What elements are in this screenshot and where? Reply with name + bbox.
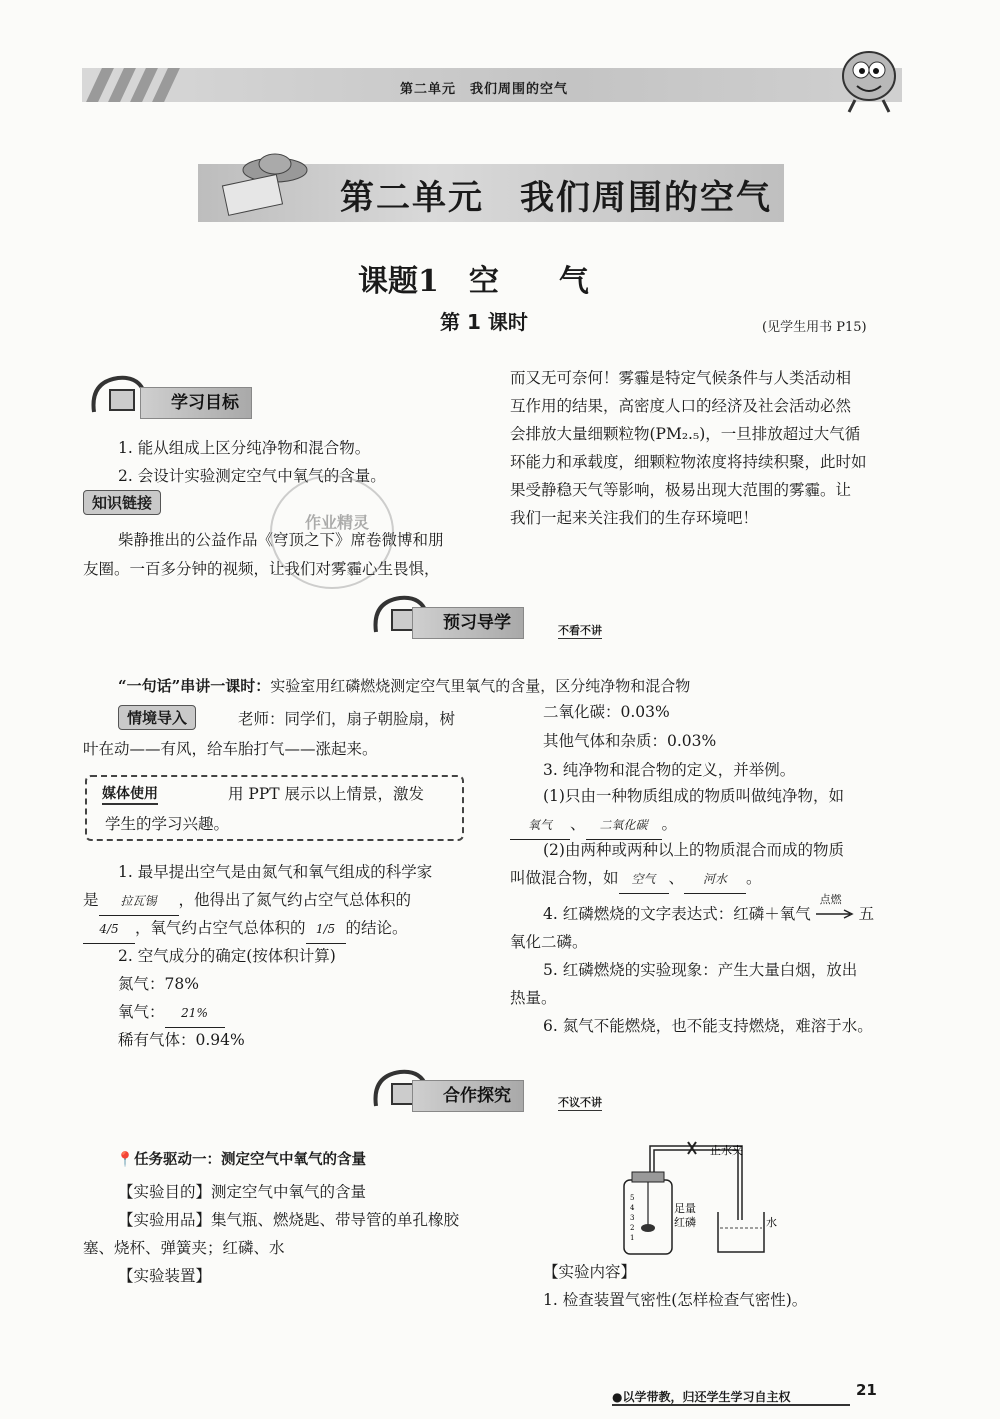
q4-line: 4. 红磷燃烧的文字表达式：红磷＋氧气 点燃 五: [543, 900, 874, 928]
knowledge-label: 知识链接: [83, 490, 161, 515]
answer-blank: 1/5: [306, 915, 346, 944]
footer-motto: ●以学带教，归还学生学习自主权: [612, 1390, 791, 1404]
q2-title: 2. 空气成分的确定(按体积计算): [118, 947, 336, 965]
header-stripes: [90, 68, 200, 102]
delivery-tube: [650, 1146, 742, 1220]
task-tools: 【实验用品】集气瓶、燃烧匙、带导管的单孔橡胶: [118, 1211, 460, 1229]
reaction-condition: 点燃: [819, 893, 842, 906]
reference-note: (见学生用书 P15): [762, 320, 867, 335]
q2-noble: 稀有气体：0.94%: [118, 1031, 245, 1049]
q6-line: 6. 氮气不能燃烧，也不能支持燃烧，难溶于水。: [543, 1017, 873, 1035]
media-line: 用 PPT 展示以上情景，激发: [228, 785, 425, 803]
answer-blank: 21%: [165, 999, 225, 1028]
answer-blank: 氧气: [510, 811, 570, 840]
goals-label: 学习目标: [140, 387, 252, 419]
page-number: 21: [856, 1381, 877, 1399]
media-label: 媒体使用: [102, 783, 158, 805]
q3-pure: (1)只由一种物质组成的物质叫做纯净物，如: [543, 787, 844, 805]
preview-tag: 不看不讲: [558, 624, 602, 637]
task-tools: 塞、烧杯、弹簧夹；红磷、水: [83, 1239, 285, 1257]
q2-n2: 氮气：78%: [118, 975, 199, 993]
red-phosphorus: [641, 1224, 655, 1232]
lesson-title: 课题1 空 气: [358, 264, 589, 299]
answer-blank: 二氧化碳: [586, 811, 662, 840]
answer-blank: 空气: [619, 865, 669, 894]
answer-blank: 4/5: [83, 915, 135, 944]
content-title: 【实验内容】: [543, 1263, 637, 1281]
situation-line: 叶在动——有风，给车胎打气——涨起来。: [83, 740, 378, 758]
intro-paragraph: 而又无可奈何！雾霾是特定气候条件与人类活动相 互作用的结果，高密度人口的经济及社会活动必然 会排放大量细颗粒物(PM₂.₅)，一旦排放超过大气循 环能力和承载度，细颗粒物浓度将持续积聚，此时如 果受静稳天气等影响，极易出现大范围的雾霾。让 我们一起来关注我们的生存环境吧！: [510, 369, 867, 527]
knowledge-line: 友圈。一百多分钟的视频，让我们对雾霾心生畏惧，: [83, 560, 440, 578]
q3-pure-answers: 氧气 、 二氧化碳 。: [510, 810, 677, 840]
answer-blank: 拉瓦锡: [99, 887, 179, 916]
q5-line: 热量。: [510, 989, 557, 1007]
water-clamp-icon: [688, 1142, 696, 1154]
rubber-stopper: [632, 1172, 664, 1182]
scale-mark: 2: [630, 1224, 635, 1232]
situation-label: 情境导入: [118, 705, 196, 730]
water-label: 水: [766, 1216, 777, 1229]
q5-line: 5. 红磷燃烧的实验现象：产生大量白烟，放出: [543, 961, 858, 979]
q1-line: 是 拉瓦锡 ，他得出了氮气约占空气总体积的: [83, 886, 483, 916]
goals-section-icon: [88, 372, 148, 420]
phosphorus-label: 红磷: [674, 1216, 696, 1229]
period-title: 第 1 课时: [440, 310, 528, 334]
media-line: 学生的学习兴趣。: [105, 815, 230, 833]
footer-rule: [612, 1404, 850, 1406]
preview-label: 预习导学: [412, 607, 524, 639]
apparatus-diagram: [610, 1136, 810, 1260]
coop-label: 合作探究: [412, 1080, 524, 1112]
unit-title: 第二单元 我们周围的空气: [340, 178, 772, 218]
task-purpose: 【实验目的】测定空气中氧气的含量: [118, 1183, 367, 1201]
scale-mark: 3: [630, 1214, 635, 1222]
location-pin-icon: 📍: [116, 1152, 135, 1168]
content-item: 1. 检查装置气密性(怎样检查气密性)。: [543, 1291, 808, 1309]
q3-mix: (2)由两种或两种以上的物质混合而成的物质: [543, 841, 844, 859]
mascot-icon: [835, 42, 903, 114]
stamp-text: 作业精灵: [305, 513, 370, 532]
q2-co2: 二氧化碳：0.03%: [543, 703, 670, 721]
scale-mark: 4: [630, 1204, 635, 1212]
coop-tag: 不议不讲: [558, 1096, 602, 1109]
clamp-label: 止水夹: [710, 1144, 743, 1157]
q1-line: 1. 最早提出空气是由氮气和氧气组成的科学家: [118, 863, 433, 881]
beaker: [718, 1212, 764, 1252]
q3-mix-answers: 叫做混合物，如 空气 、 河水 。: [510, 864, 762, 894]
task-title: 📍任务驱动一：测定空气中氧气的含量: [116, 1152, 367, 1168]
q1-line: 4/5 ，氧气约占空气总体积的 1/5 的结论。: [83, 914, 483, 944]
knowledge-line: 柴静推出的公益作品《穹顶之下》席卷微博和朋: [118, 531, 444, 549]
phosphorus-label: 足量: [674, 1202, 696, 1215]
q3-title: 3. 纯净物和混合物的定义，并举例。: [543, 761, 796, 779]
hat-book-illustration: [205, 150, 315, 222]
situation-line: 老师：同学们，扇子朝脸扇，树: [238, 710, 456, 728]
running-title: 第二单元 我们周围的空气: [400, 82, 569, 97]
q2-other: 其他气体和杂质：0.03%: [543, 732, 717, 750]
answer-blank: 河水: [684, 865, 746, 894]
q4-line: 氧化二磷。: [510, 933, 588, 951]
task-device: 【实验装置】: [118, 1267, 212, 1285]
goal-item: 2. 会设计实验测定空气中氧气的含量。: [118, 467, 386, 485]
scale-mark: 1: [630, 1234, 635, 1242]
one-sentence-summary: “一句话”串讲一课时：实验室用红磷燃烧测定空气里氧气的含量，区分纯净物和混合物: [118, 677, 691, 695]
q2-o2: 氧气： 21%: [118, 998, 225, 1028]
goal-item: 1. 能从组成上区分纯净物和混合物。: [118, 439, 371, 457]
scale-mark: 5: [630, 1194, 635, 1202]
